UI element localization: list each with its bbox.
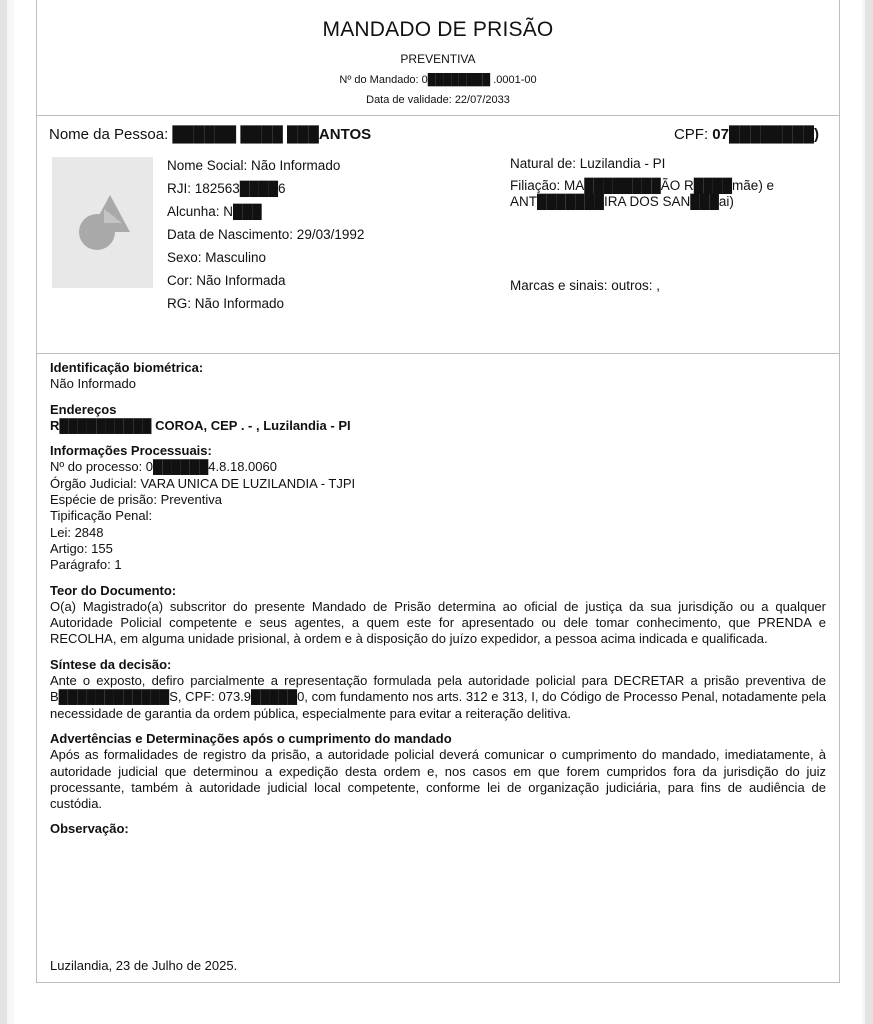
advertencias-text: Após as formalidades de registro da prisão, a autoridade policial deverá comunicar o cumprimento do mandado, imediatamente, à autoridade judicial que determinou a expedição desta ordem e, nos casos em que forem cumpridos fora da jurisdição do juiz processante, também à autoridade judicial local competente, conforme lei de organização judiciária, para fins de audiência de custódia. — [50, 747, 826, 812]
person-section — [37, 116, 839, 354]
color: Cor: Não Informada — [167, 273, 286, 288]
sex: Sexo: Masculino — [167, 250, 267, 265]
person-details-right — [510, 156, 810, 293]
sintese-text: Ante o exposto, defiro parcialmente a representação formulada pela autoridade policial para DECRETAR a prisão preventiva de B████████████S, CPF: 073.9█████0, com fundamento nos arts. 312 e 313, I, do Código de Processo Penal, notadamente pela necessidade de garantia da ordem pública, especialmente para evitar a reiteração delitiva. — [50, 673, 826, 721]
document-title: MANDADO DE PRISÃO — [322, 18, 554, 41]
document-subtitle: PREVENTIVA — [400, 52, 476, 66]
paragraph: Parágrafo: 1 — [50, 557, 122, 573]
place-date: Luzilandia, 23 de Julho de 2025. — [50, 958, 238, 973]
section-heading: Informações Processuais: — [50, 443, 212, 459]
marks: Marcas e sinais: outros: , — [510, 278, 661, 293]
person-name-label: Nome da Pessoa: — [49, 126, 169, 143]
validity-date-value: 22/07/2033 — [454, 94, 510, 106]
rg: RG: Não Informado — [167, 296, 285, 311]
birthplace: Natural de: Luzilandia - PI — [510, 156, 666, 171]
section-heading: Identificação biométrica: — [50, 360, 204, 375]
section-heading: Síntese da decisão: — [50, 656, 172, 672]
page-edge-right — [865, 0, 873, 1024]
biometric-value: Não Informado — [50, 376, 136, 392]
mandado-number — [37, 74, 839, 86]
document-header — [37, 0, 839, 116]
judicial-body: Órgão Judicial: VARA UNICA DE LUZILANDIA - TJPI — [50, 475, 356, 491]
observacao-section — [50, 821, 826, 837]
teor-text: O(a) Magistrado(a) subscritor do presente Mandado de Prisão determina ao oficial de justiça da sua jurisdição ou a qualquer Autoridade Policial competente e seus agentes, a quem este for apresentado ou dele tomar conhecimento, que PRENDA e RECOLHA, em alguma unidade prisional, à ordem e à disposição do juízo expedidor, a pessoa acima indicada e qualificada. — [50, 598, 826, 647]
section-heading: Teor do Documento: — [50, 582, 177, 598]
document-page — [14, 0, 862, 1024]
address-section — [50, 402, 826, 435]
section-heading: Endereços — [50, 401, 117, 417]
person-cpf — [674, 126, 819, 143]
warrant-document — [36, 0, 840, 983]
biometric-section — [50, 360, 826, 393]
arrest-type: Espécie de prisão: Preventiva — [50, 492, 222, 508]
sintese-section — [50, 657, 826, 722]
person-cpf-label: CPF: — [673, 126, 709, 143]
person-name-value: ██████ ████ ███ANTOS — [172, 126, 372, 143]
article: Artigo: 155 — [50, 540, 113, 556]
validity-date — [37, 94, 839, 106]
social-name: Nome Social: Não Informado — [167, 158, 341, 173]
photo-placeholder-icon — [52, 157, 153, 288]
advertencias-section — [50, 731, 826, 812]
page-edge-left — [0, 0, 7, 1024]
process-number: Nº do processo: 0██████4.8.18.0060 — [50, 459, 277, 475]
document-body — [37, 354, 839, 838]
rji: RJI: 182563████6 — [167, 181, 286, 196]
filiation: Filiação: MA████████ÃO R████mãe) e ANT███████IRA DOS SAN███ai) — [510, 178, 775, 209]
validity-date-label: Data de validade: — [366, 94, 452, 106]
mandado-number-label: Nº do Mandado: — [339, 74, 419, 86]
process-section — [50, 443, 826, 573]
mandado-number-value: 0████████ .0001-00 — [421, 74, 537, 86]
address-value: R██████████ COROA, CEP . - , Luzilandia - PI — [50, 417, 351, 433]
person-name — [49, 126, 371, 143]
person-details-left — [167, 156, 364, 317]
birth-date: Data de Nascimento: 29/03/1992 — [167, 227, 365, 242]
person-cpf-value: 07████████) — [712, 126, 819, 143]
section-heading: Advertências e Determinações após o cumprimento do mandado — [50, 730, 452, 746]
penal-typification: Tipificação Penal: — [50, 508, 153, 524]
alias: Alcunha: N███ — [167, 204, 262, 219]
section-heading: Observação: — [50, 821, 129, 837]
teor-section — [50, 583, 826, 648]
law: Lei: 2848 — [50, 524, 104, 540]
